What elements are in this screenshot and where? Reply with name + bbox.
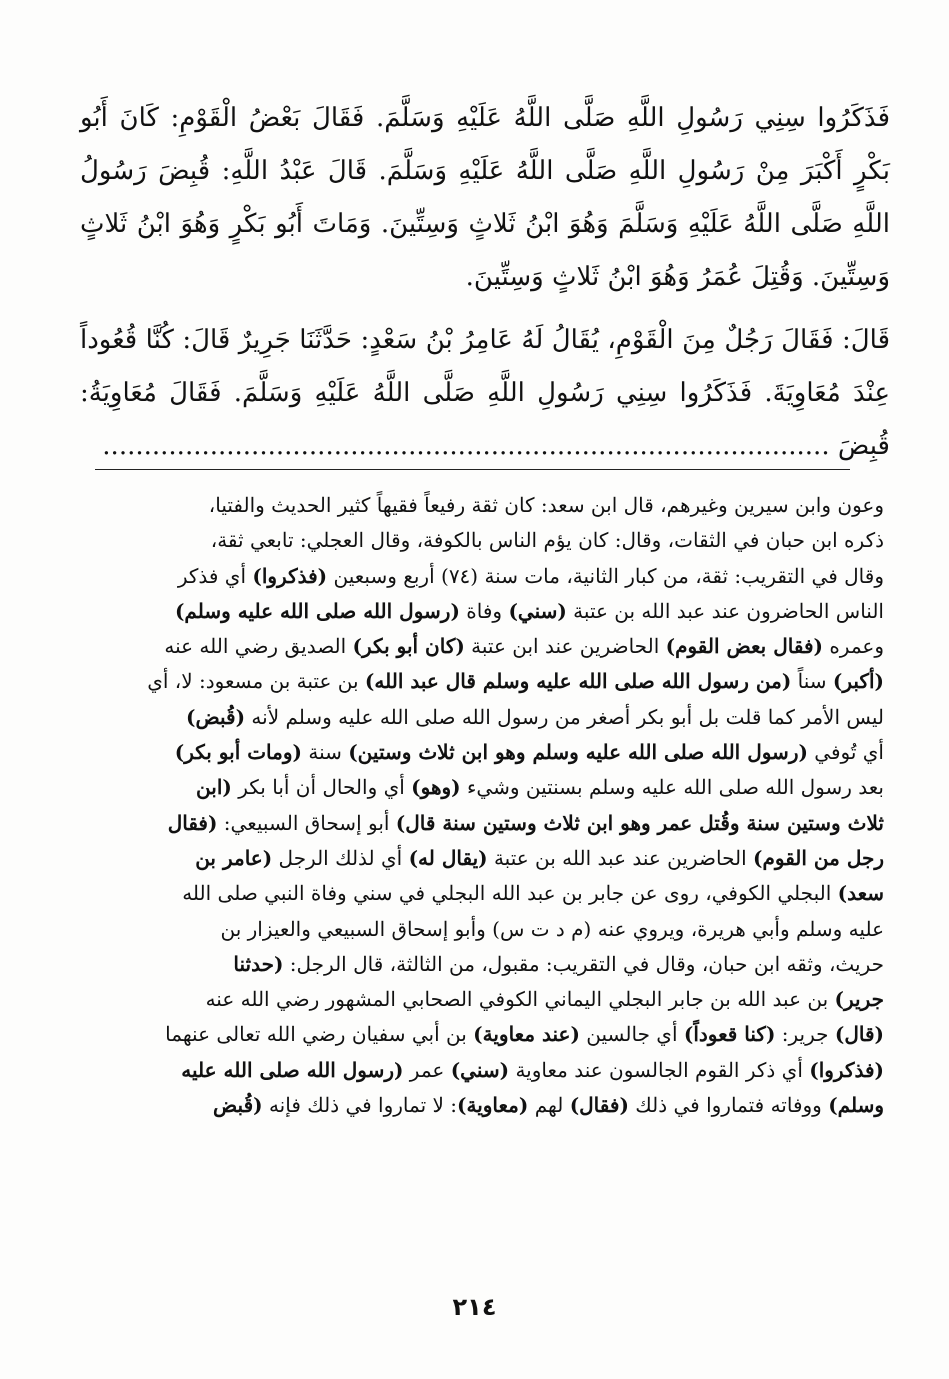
commentary-segment: أي والحال أن أبا بكر (231, 775, 412, 800)
commentary-segment: بعد رسول الله صلى الله عليه وسلم بسنتين وشيء (460, 775, 884, 800)
commentary-line (88, 806, 884, 841)
commentary-segment: بن عبد الله بن جابر البجلي اليماني الكوفي الصحابي المشهور رضي الله عنه (205, 987, 835, 1012)
commentary-line (88, 1017, 884, 1052)
commentary-line (88, 664, 884, 699)
commentary-segment: الحاضرين عند ابن عتبة (464, 634, 666, 659)
commentary-segment: البجلي الكوفي، روى عن جابر بن عبد الله البجلي في سني وفاة النبي صلى الله (182, 881, 838, 906)
quoted-phrase: ثلاث وستين سنة وقُتل عمر وهو ابن ثلاث وستين سنة قال) (395, 810, 884, 835)
commentary-segment: وقال في التقريب: ثقة، من كبار الثانية، مات سنة (٧٤) أربع وسبعين (327, 563, 884, 588)
quoted-phrase: جرير) (834, 987, 884, 1012)
commentary-segment: وعون وابن سيرين وغيرهم، قال ابن سعد: كان ثقة رفيعاً فقيهاً كثير الحديث والفتيا، (208, 493, 884, 517)
quoted-phrase: (قُبض) (186, 704, 246, 729)
commentary-line (88, 735, 884, 770)
commentary-segment: أي فذكر (177, 563, 253, 588)
commentary-line (88, 488, 884, 523)
quoted-phrase: (ومات أبو بكر) (174, 740, 302, 765)
quoted-phrase: (سني) (450, 1057, 510, 1082)
quoted-phrase: (فذكروا) (809, 1057, 884, 1082)
commentary-segment: ذكره ابن حبان في الثقات، وقال: كان يؤم الناس بالكوفة، وقال العجلي: تابعي ثقة، (210, 528, 884, 553)
commentary-segment: أي تُوفي (807, 740, 884, 765)
quoted-phrase: (فقال بعض القوم) (665, 634, 823, 659)
commentary-line (88, 841, 884, 876)
quoted-phrase: (رسول الله صلى الله عليه (181, 1057, 404, 1082)
quoted-phrase: (قال) (834, 1022, 884, 1047)
commentary-segment: أي جالسين (579, 1022, 684, 1047)
commentary-text (88, 488, 884, 1123)
commentary-segment: : لا تماروا في ذلك فإنه (262, 1093, 458, 1118)
quoted-phrase: (فذكروا) (252, 563, 328, 588)
hadith-text (80, 92, 890, 473)
quoted-phrase: (كنا قعوداً) (683, 1022, 776, 1047)
hadith-paragraph-2-text: قَالَ: فَقَالَ رَجُلٌ مِنَ الْقَوْمِ، يُقَالُ لَهُ عَامِرُ بْنُ سَعْدٍ: حَدَّثَنَا جَرِيرٌ قَالَ: كُنَّا قُعُوداً عِنْدَ مُعَاوِيَةَ. فَذَكَرُوا سِنِي رَسُولِ اللَّهِ صَلَّى اللَّهُ عَلَيْهِ وَسَلَّمَ. فَقَالَ مُعَاوِيَةُ: قُبِضَ (80, 325, 890, 461)
commentary-segment: وعمره (822, 634, 884, 659)
commentary-line (88, 876, 884, 911)
commentary-line (88, 629, 884, 664)
commentary-segment: بن أبي سفيان رضي الله تعالى عنهما (165, 1022, 474, 1047)
quoted-phrase: (عند معاوية) (473, 1022, 580, 1047)
commentary-segment: الحاضرين عند عبد الله بن عتبة (487, 845, 754, 870)
commentary-line (88, 770, 884, 805)
hadith-paragraph-2 (80, 314, 890, 473)
commentary-segment: سنة (301, 740, 349, 765)
quoted-phrase: (من رسول الله صلى الله عليه وسلم قال عبد الله) (364, 669, 792, 694)
quoted-phrase: (كان أبو بكر) (352, 634, 465, 659)
commentary-segment: بن عتبة بن مسعود: لا، أي (147, 669, 365, 694)
commentary-line (88, 947, 884, 982)
footnote-divider (95, 469, 850, 470)
quoted-phrase: (فقال) (569, 1093, 629, 1118)
quoted-phrase: رجل من القوم) (753, 845, 884, 870)
quoted-phrase: (رسول الله صلى الله عليه وسلم وهو ابن ثلاث وستين) (348, 740, 808, 765)
ellipsis-dots: ........................................................................................ (102, 431, 830, 461)
commentary-segment: ليس الأمر كما قلت بل أبو بكر أصغر من رسول الله صلى الله عليه وسلم لأنه (245, 704, 884, 729)
quoted-phrase: (ابن (196, 775, 232, 800)
commentary-segment: ووفاته فتماروا في ذلك (628, 1093, 829, 1118)
quoted-phrase: (رسول الله صلى الله عليه وسلم) (174, 598, 460, 623)
commentary-line (88, 559, 884, 594)
commentary-segment: أبو إسحاق السبيعي: (217, 810, 396, 835)
commentary-segment: الصديق رضي الله عنه (164, 634, 353, 659)
commentary-segment: عليه وسلم وأبي هريرة، ويروي عنه (م د ت س) وأبو إسحاق السبيعي والعيزار بن (220, 916, 884, 941)
quoted-phrase: (عامر بن (195, 845, 273, 870)
commentary-segment: عمر (403, 1057, 451, 1082)
page-number: ٢١٤ (452, 1293, 497, 1321)
commentary-segment: سناً (791, 669, 833, 694)
quoted-phrase: (معاوية) (457, 1093, 529, 1118)
commentary-segment: الناس الحاضرون عند عبد الله بن عتبة (566, 598, 884, 623)
commentary-segment: أي ذكر القوم الجالسون عند معاوية (509, 1057, 810, 1082)
commentary-line (88, 1053, 884, 1088)
commentary-line (88, 982, 884, 1017)
quoted-phrase: سعد) (837, 881, 884, 906)
commentary-line (88, 523, 884, 558)
quoted-phrase: (حدثنا (233, 951, 284, 976)
commentary-line (88, 594, 884, 629)
commentary-segment: حريث، وثقه ابن حبان، وقال في التقريب: مقبول، من الثالثة، قال الرجل: (283, 951, 884, 976)
commentary-line (88, 1088, 884, 1123)
hadith-paragraph-1: فَذَكَرُوا سِنِي رَسُولِ اللَّهِ صَلَّى اللَّهُ عَلَيْهِ وَسَلَّمَ. فَقَالَ بَعْضُ الْقَوْمِ: كَانَ أَبُو بَكْرٍ أَكْبَرَ مِنْ رَسُولِ اللَّهِ صَلَّى اللَّهُ عَلَيْهِ وَسَلَّمَ. قَالَ عَبْدُ اللَّهِ: قُبِضَ رَسُولُ اللَّهِ صَلَّى اللَّهُ عَلَيْهِ وَسَلَّمَ وَهُوَ ابْنُ ثَلاثٍ وَسِتِّينَ. وَمَاتَ أَبُو بَكْرٍ وَهُوَ ابْنُ ثَلاثٍ وَسِتِّينَ. وَقُتِلَ عُمَرُ وَهُوَ ابْنُ ثَلاثٍ وَسِتِّينَ. (80, 103, 890, 292)
commentary-segment: وفاة (459, 598, 509, 623)
quoted-phrase: (وهو) (411, 775, 461, 800)
quoted-phrase: (أكبر) (832, 669, 884, 694)
commentary-segment: أي لذلك الرجل (272, 845, 409, 870)
commentary-line (88, 912, 884, 947)
quoted-phrase: (سني) (508, 598, 567, 623)
commentary-line (88, 700, 884, 735)
quoted-phrase: (فقال (167, 810, 218, 835)
quoted-phrase: (يقال له) (408, 845, 488, 870)
quoted-phrase: (قُبض (213, 1093, 263, 1118)
commentary-segment: جرير: (775, 1022, 835, 1047)
quoted-phrase: وسلم) (828, 1093, 884, 1118)
commentary-segment: لهم (528, 1093, 570, 1118)
